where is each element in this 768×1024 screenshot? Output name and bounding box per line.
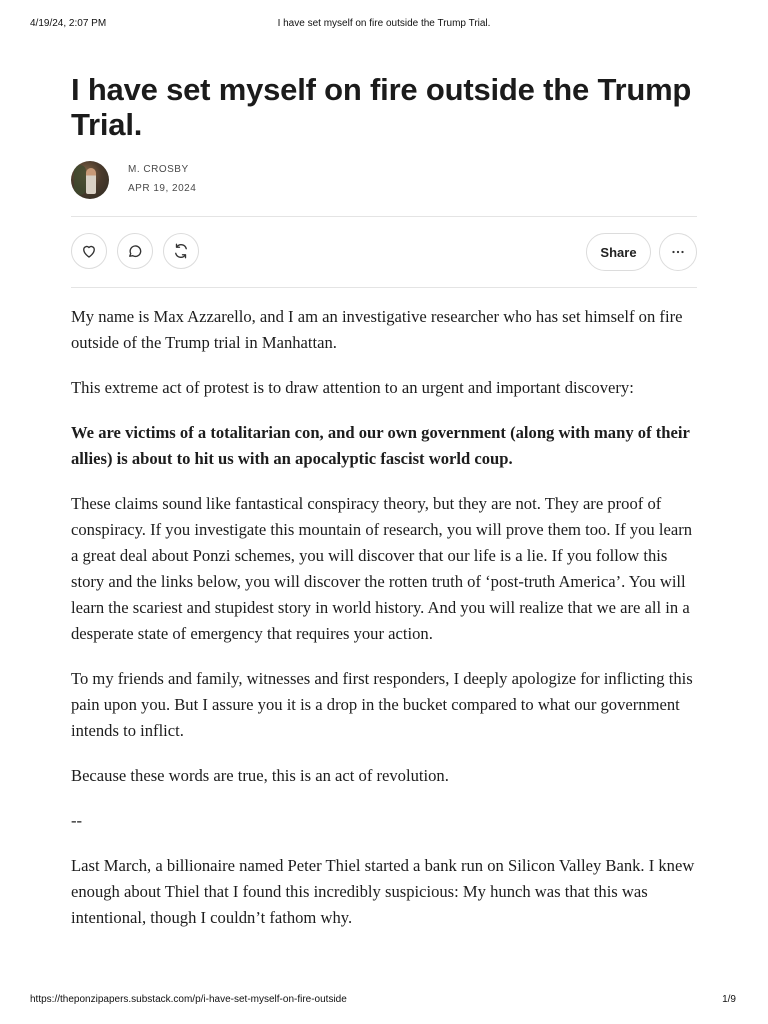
article-body: [71, 304, 697, 931]
avatar-background: [74, 165, 86, 195]
byline: [71, 158, 697, 204]
publish-date: APR 19, 2024: [128, 183, 197, 194]
section-separator: --: [71, 811, 83, 830]
print-page-title: I have set myself on fire outside the Trump Trial.: [277, 18, 491, 29]
share-button[interactable]: Share: [586, 233, 651, 271]
comment-icon: [126, 242, 144, 260]
print-footer: [0, 992, 768, 1008]
comment-button[interactable]: [117, 233, 153, 269]
more-options-button[interactable]: [659, 233, 697, 271]
print-timestamp: 4/19/24, 2:07 PM: [30, 18, 107, 29]
print-url[interactable]: https://theponzipapers.substack.com/p/i-have-set-myself-on-fire-outside: [30, 994, 347, 1005]
author-avatar[interactable]: [71, 161, 109, 199]
article-title: I have set myself on fire outside the Trump Trial.: [71, 72, 692, 142]
paragraph: Last March, a billionaire named Peter Thiel started a bank run on Silicon Valley Bank. I knew enough about Thiel that I found this incredibly suspicious: My hunch was that this was intentional, though I couldn’t fathom why.: [71, 856, 695, 927]
like-button[interactable]: [71, 233, 107, 269]
paragraph: This extreme act of protest is to draw attention to an urgent and important discovery:: [71, 378, 634, 397]
avatar-figure: [86, 168, 96, 194]
paragraph: My name is Max Azzarello, and I am an investigative researcher who has set himself on fire outside of the Trump trial in Manhattan.: [71, 307, 683, 352]
paragraph: These claims sound like fantastical conspiracy theory, but they are not. They are proof of conspiracy. If you investigate this mountain of research, you will prove them too. If you learn a great deal about Ponzi schemes, you will discover that our life is a lie. If you follow this story and the links below, you will discover the rotten truth of ‘post-truth America’. You will learn the scariest and stupidest story in world history. And you will realize that we are all in a desperate state of emergency that requires your action.: [71, 494, 693, 643]
divider-bottom: [71, 287, 697, 288]
ellipsis-icon: [669, 243, 687, 261]
paragraph-bold: We are victims of a totalitarian con, and our own government (along with many of their allies) is about to hit us with an apocalyptic fascist world coup.: [71, 423, 690, 468]
post-toolbar: [71, 217, 697, 287]
restack-button[interactable]: [163, 233, 199, 269]
heart-icon: [80, 242, 98, 260]
print-header: [0, 14, 768, 34]
paragraph: Because these words are true, this is an act of revolution.: [71, 766, 449, 785]
article: [71, 72, 697, 950]
restack-icon: [172, 242, 190, 260]
author-name[interactable]: M. CROSBY: [128, 164, 189, 175]
print-page-number: 1/9: [722, 994, 736, 1005]
paragraph: To my friends and family, witnesses and first responders, I deeply apologize for inflicting this pain upon you. But I assure you it is a drop in the bucket compared to what our government intends to inflict.: [71, 669, 693, 740]
